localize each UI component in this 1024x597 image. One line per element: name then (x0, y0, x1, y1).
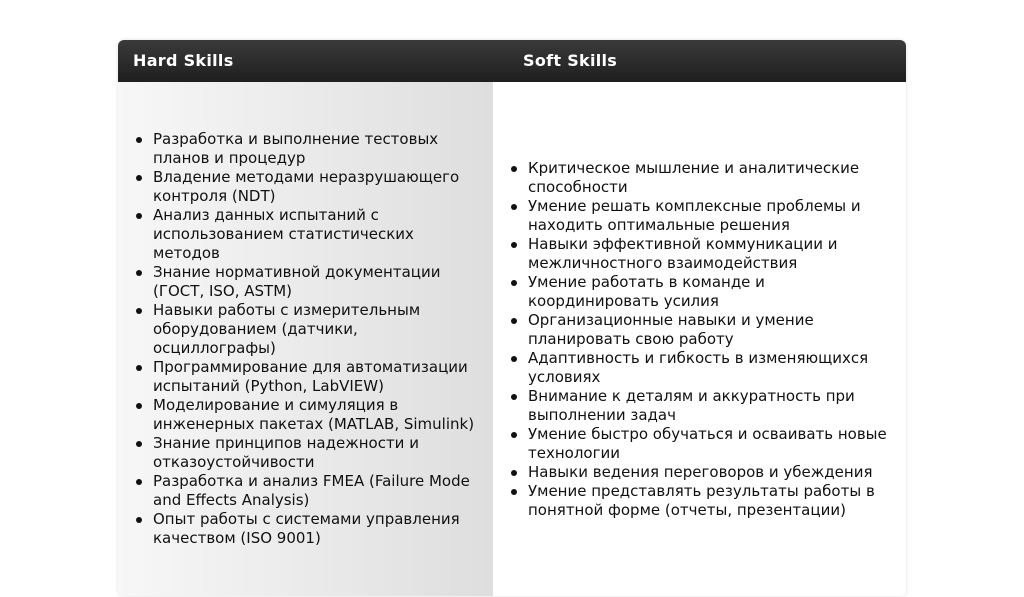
list-item: Критическое мышление и аналитические способности (528, 159, 906, 197)
list-item: Знание нормативной документации (ГОСТ, ISO, ASTM) (153, 263, 493, 301)
list-item: Адаптивность и гибкость в изменяющихся условиях (528, 349, 906, 387)
skills-table (118, 40, 906, 596)
list-item: Внимание к деталям и аккуратность при выполнении задач (528, 387, 906, 425)
list-item: Опыт работы с системами управления качеством (ISO 9001) (153, 510, 493, 548)
list-item: Разработка и выполнение тестовых планов и процедур (153, 130, 493, 168)
list-item: Анализ данных испытаний с использованием статистических методов (153, 206, 493, 263)
header-hard-skills: Hard Skills (133, 51, 234, 70)
list-item: Умение работать в команде и координировать усилия (528, 273, 906, 311)
table-body (118, 82, 906, 596)
list-item: Организационные навыки и умение планировать свою работу (528, 311, 906, 349)
list-item: Навыки ведения переговоров и убеждения (528, 463, 906, 482)
list-item: Умение решать комплексные проблемы и находить оптимальные решения (528, 197, 906, 235)
table-header (118, 40, 906, 82)
hard-skills-list (118, 130, 493, 548)
list-item: Умение представлять результаты работы в понятной форме (отчеты, презентации) (528, 482, 906, 520)
list-item: Моделирование и симуляция в инженерных пакетах (MATLAB, Simulink) (153, 396, 493, 434)
header-soft-skills: Soft Skills (523, 51, 618, 70)
hard-skills-column (118, 82, 493, 596)
list-item: Владение методами неразрушающего контроля (NDT) (153, 168, 493, 206)
list-item: Умение быстро обучаться и осваивать новые технологии (528, 425, 906, 463)
list-item: Навыки эффективной коммуникации и межличностного взаимодействия (528, 235, 906, 273)
list-item: Знание принципов надежности и отказоустойчивости (153, 434, 493, 472)
soft-skills-list (493, 159, 906, 520)
list-item: Программирование для автоматизации испытаний (Python, LabVIEW) (153, 358, 493, 396)
soft-skills-column (493, 82, 906, 596)
list-item: Разработка и анализ FMEA (Failure Mode and Effects Analysis) (153, 472, 493, 510)
list-item: Навыки работы с измерительным оборудованием (датчики, осциллографы) (153, 301, 493, 358)
